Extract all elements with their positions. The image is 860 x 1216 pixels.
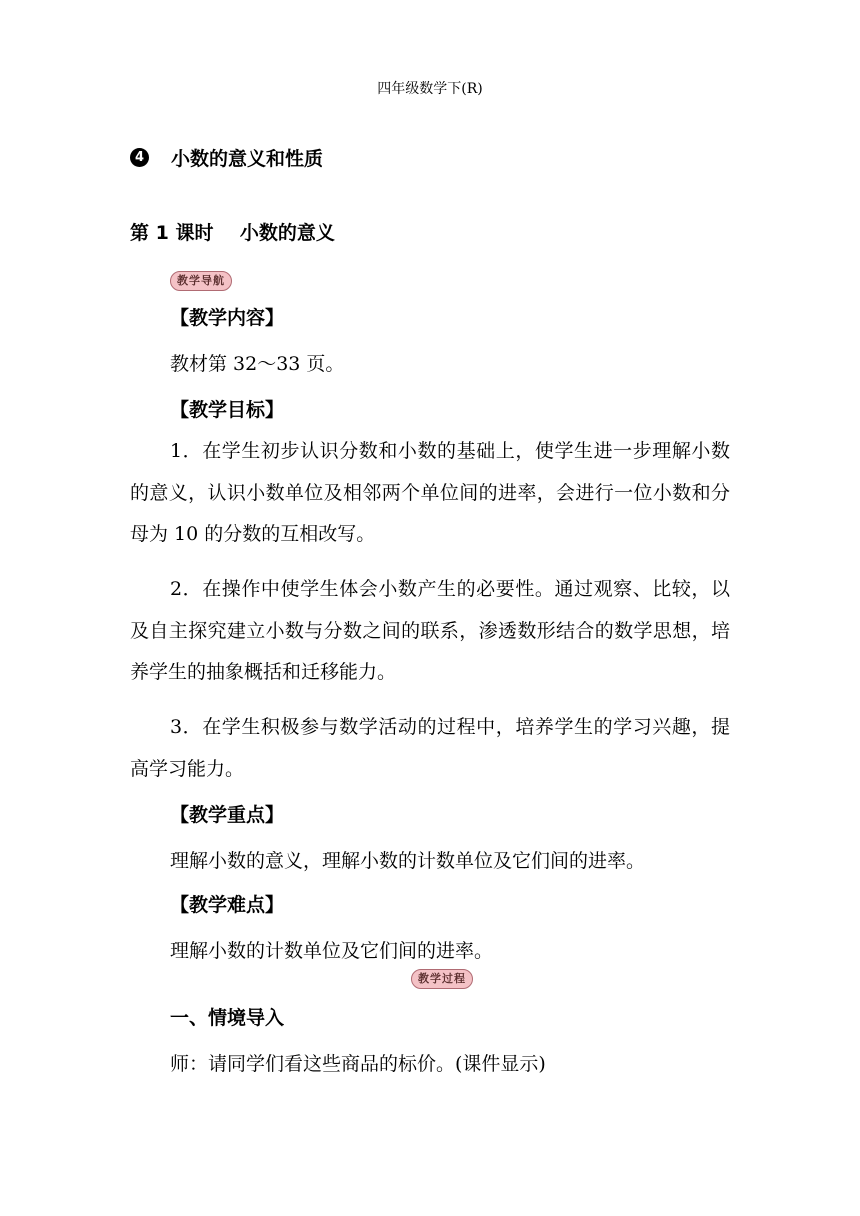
goal-1-paragraph: 1．在学生初步认识分数和小数的基础上，使学生进一步理解小数的意义，认识小数单位及相邻两个单位间的进率，会进行一位小数和分母为 10 的分数的互相改写。: [130, 440, 730, 545]
goals-heading: 【教学目标】: [170, 399, 285, 421]
key-points-heading: 【教学重点】: [170, 804, 285, 826]
goal-3-paragraph: 3．在学生积极参与数学活动的过程中，培养学生的学习兴趣，提高学习能力。: [130, 716, 730, 780]
teaching-process-stamp: 教学过程: [411, 969, 473, 989]
difficulty-heading: 【教学难点】: [170, 894, 285, 916]
key-points-text: 理解小数的意义，理解小数的计数单位及它们间的进率。: [170, 850, 646, 872]
page-header: 四年级数学下(R): [377, 81, 483, 97]
chapter-title: 小数的意义和性质: [171, 148, 324, 170]
lesson-title: 第 1 课时 小数的意义: [130, 222, 335, 244]
teaching-nav-stamp: 教学导航: [170, 271, 232, 291]
content-text: 教材第 32～33 页。: [170, 353, 345, 375]
difficulty-text: 理解小数的计数单位及它们间的进率。: [170, 940, 494, 962]
goal-2-paragraph: 2．在操作中使学生体会小数产生的必要性。通过观察、比较，以及自主探究建立小数与分数之间的联系，渗透数形结合的数学思想，培养学生的抽象概括和迁移能力。: [130, 578, 730, 683]
content-heading: 【教学内容】: [170, 307, 285, 329]
chapter-heading: [130, 144, 323, 171]
chapter-number-badge: 4: [130, 148, 149, 167]
intro-heading: 一、情境导入: [170, 1007, 285, 1029]
intro-text: 师：请同学们看这些商品的标价。(课件显示): [170, 1053, 546, 1075]
